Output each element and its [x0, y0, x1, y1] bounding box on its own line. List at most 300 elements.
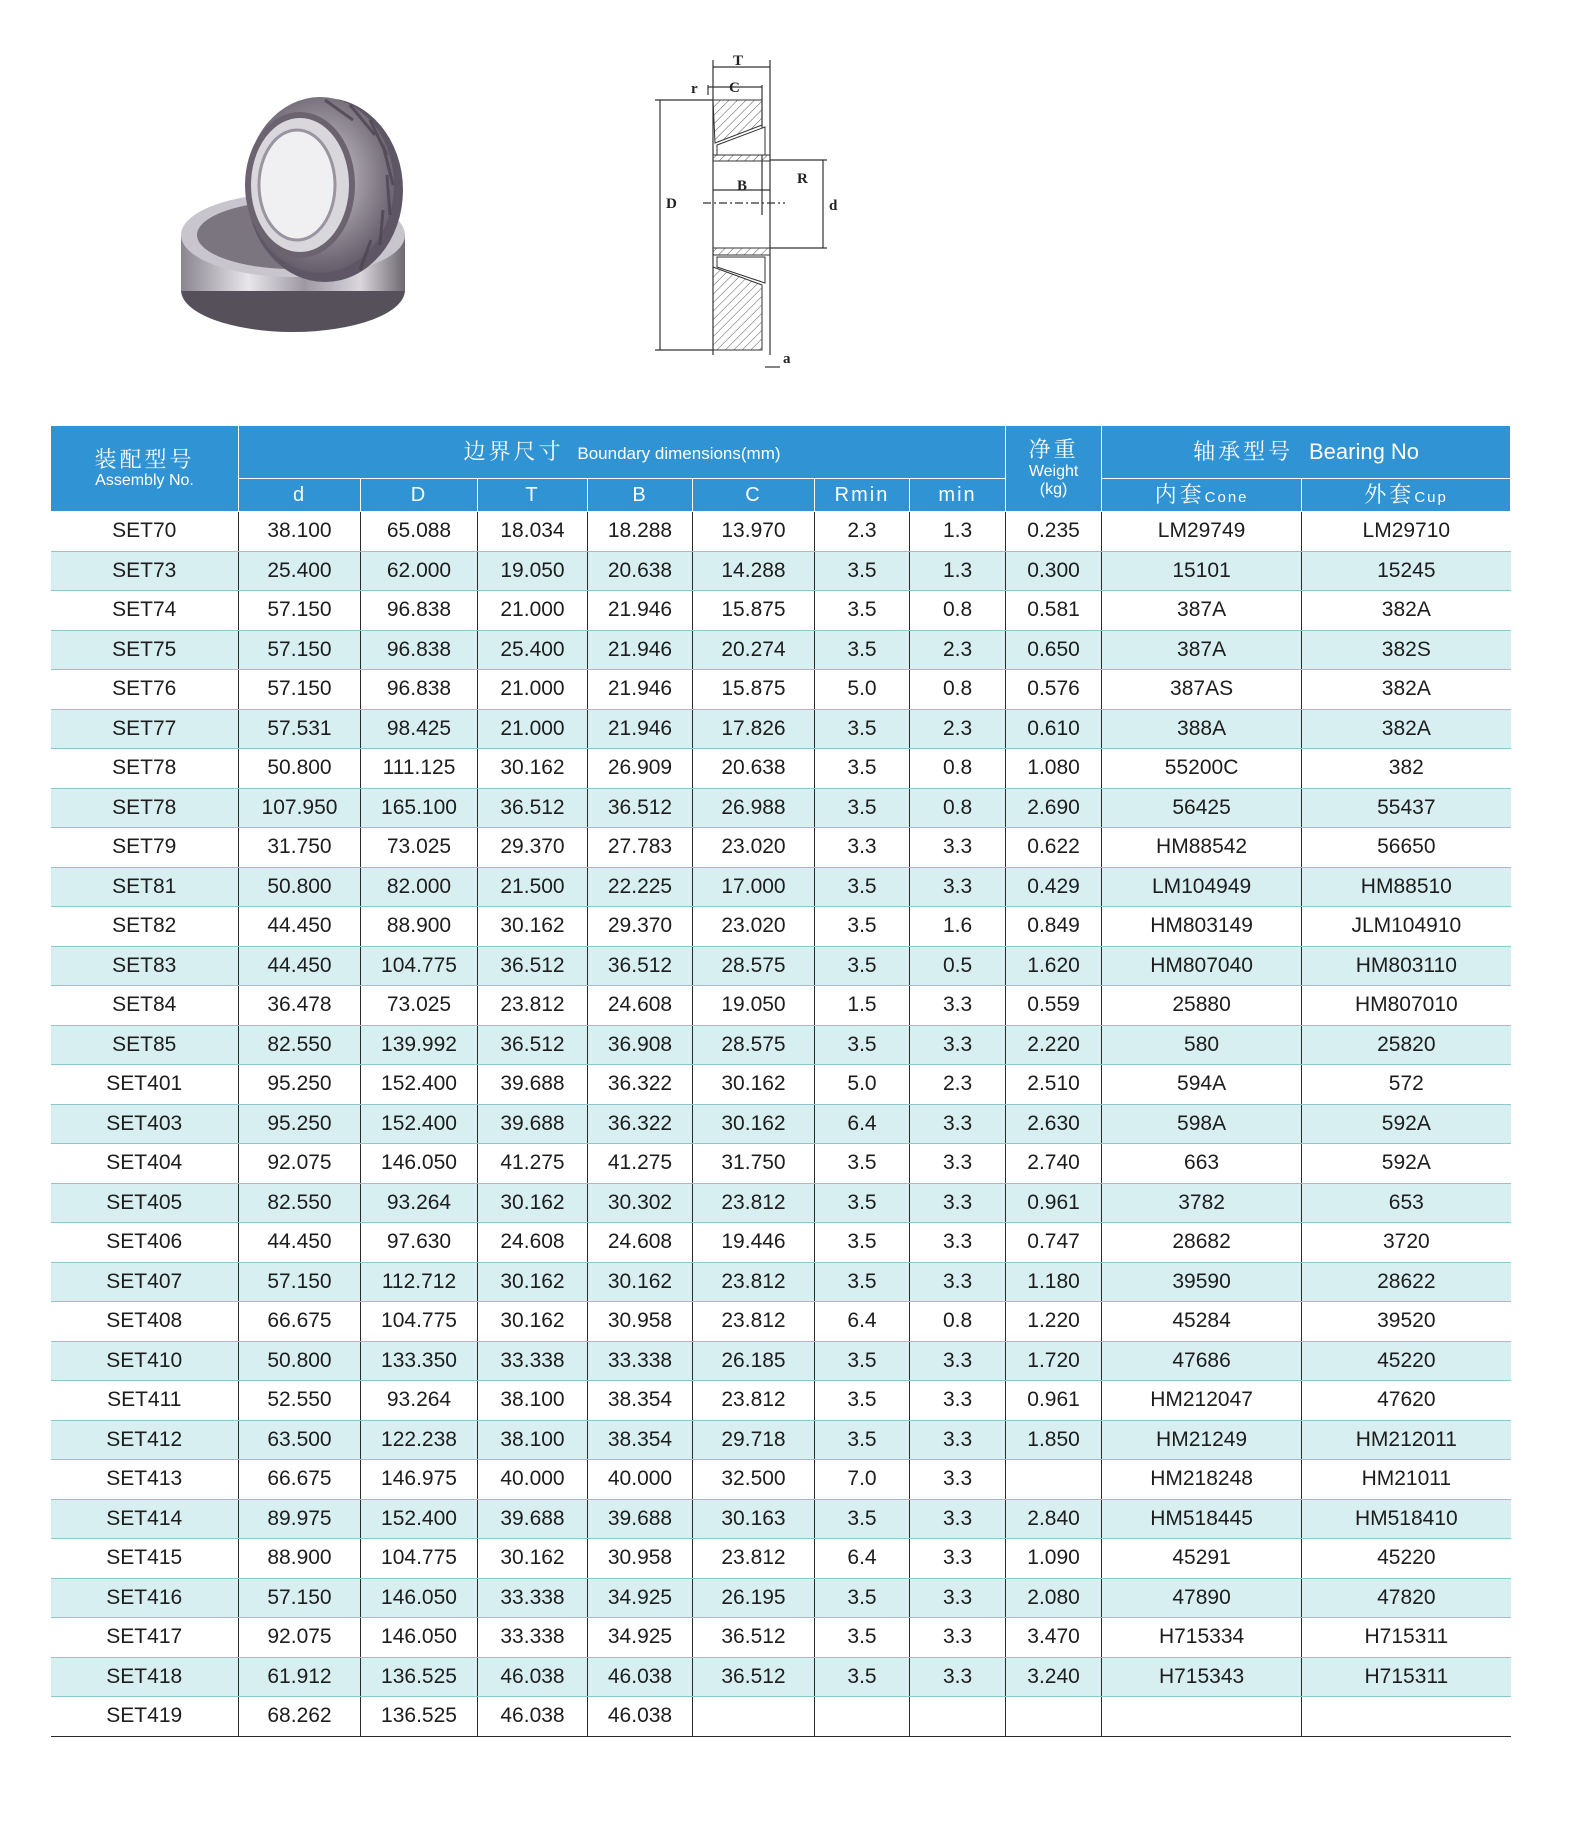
cell-min: 3.3 — [910, 986, 1006, 1026]
cell-rmin — [815, 1697, 910, 1737]
table-row — [51, 1065, 1511, 1105]
cell-rmin: 3.5 — [815, 1223, 910, 1263]
cell-dim-D: 146.050 — [361, 1578, 478, 1618]
header-dim-T: T — [478, 479, 588, 512]
cell-assembly-no: SET404 — [51, 1144, 239, 1184]
cell-dim-d: 95.250 — [239, 1065, 361, 1105]
cell-assembly-no: SET410 — [51, 1341, 239, 1381]
cell-dim-T: 39.688 — [478, 1065, 588, 1105]
cell-cup: 653 — [1302, 1183, 1511, 1223]
cell-dim-D: 152.400 — [361, 1104, 478, 1144]
table-row — [51, 749, 1511, 789]
cell-dim-C: 29.718 — [693, 1420, 815, 1460]
cell-dim-d: 57.150 — [239, 1262, 361, 1302]
bearing-photo — [175, 75, 415, 340]
bearing-specification-table — [50, 425, 1511, 1737]
cell-dim-B: 46.038 — [588, 1657, 693, 1697]
cell-dim-d: 57.531 — [239, 709, 361, 749]
cell-dim-T: 30.162 — [478, 1539, 588, 1579]
cell-cone: 387A — [1102, 591, 1302, 631]
cell-dim-d: 44.450 — [239, 946, 361, 986]
cell-dim-B: 36.512 — [588, 946, 693, 986]
cell-dim-D: 165.100 — [361, 788, 478, 828]
cell-weight: 1.180 — [1006, 1262, 1102, 1302]
cell-assembly-no: SET405 — [51, 1183, 239, 1223]
cell-cup: LM29710 — [1302, 512, 1511, 552]
cell-dim-T: 29.370 — [478, 828, 588, 868]
cell-dim-B: 27.783 — [588, 828, 693, 868]
cell-dim-D: 136.525 — [361, 1657, 478, 1697]
cell-rmin: 3.5 — [815, 591, 910, 631]
cell-dim-T: 21.500 — [478, 867, 588, 907]
cell-rmin: 5.0 — [815, 670, 910, 710]
table-row — [51, 1381, 1511, 1421]
cell-assembly-no: SET416 — [51, 1578, 239, 1618]
cell-rmin: 3.5 — [815, 867, 910, 907]
cell-dim-D: 139.992 — [361, 1025, 478, 1065]
cell-weight: 2.740 — [1006, 1144, 1102, 1184]
cell-weight: 2.630 — [1006, 1104, 1102, 1144]
cell-assembly-no: SET417 — [51, 1618, 239, 1658]
cell-dim-d: 44.450 — [239, 1223, 361, 1263]
table-row — [51, 1341, 1511, 1381]
table-row — [51, 512, 1511, 552]
header-weight — [1006, 426, 1102, 512]
cell-cone: H715343 — [1102, 1657, 1302, 1697]
cell-cone: 47890 — [1102, 1578, 1302, 1618]
table-row — [51, 1302, 1511, 1342]
cell-cone: 594A — [1102, 1065, 1302, 1105]
cell-weight: 0.581 — [1006, 591, 1102, 631]
cell-min: 3.3 — [910, 1539, 1006, 1579]
cell-min: 1.3 — [910, 512, 1006, 552]
cell-cone: 28682 — [1102, 1223, 1302, 1263]
cell-dim-T: 36.512 — [478, 946, 588, 986]
header-assembly-en: Assembly No. — [95, 471, 194, 489]
cell-dim-d: 82.550 — [239, 1183, 361, 1223]
cell-cup: 592A — [1302, 1104, 1511, 1144]
header-dim-B: B — [588, 479, 693, 512]
cell-dim-T: 33.338 — [478, 1341, 588, 1381]
cell-cup: H715311 — [1302, 1618, 1511, 1658]
cell-dim-B: 20.638 — [588, 551, 693, 591]
cell-cup: 382A — [1302, 670, 1511, 710]
header-assembly-zh: 装配型号 — [94, 446, 195, 472]
cell-dim-D: 104.775 — [361, 1302, 478, 1342]
header-bearing-zh: 轴承型号 — [1193, 438, 1294, 464]
cell-dim-T: 33.338 — [478, 1618, 588, 1658]
cell-cup: HM518410 — [1302, 1499, 1511, 1539]
cell-dim-C: 15.875 — [693, 591, 815, 631]
table-row — [51, 986, 1511, 1026]
cell-dim-D: 146.050 — [361, 1144, 478, 1184]
cell-dim-D: 104.775 — [361, 1539, 478, 1579]
cell-min — [910, 1697, 1006, 1737]
cell-weight: 3.470 — [1006, 1618, 1102, 1658]
cell-min: 3.3 — [910, 1025, 1006, 1065]
cell-weight: 1.850 — [1006, 1420, 1102, 1460]
cell-dim-T: 33.338 — [478, 1578, 588, 1618]
cell-dim-d: 50.800 — [239, 1341, 361, 1381]
header-cone-en: Cone — [1204, 489, 1249, 506]
header-dim-rmin: Rmin — [815, 479, 910, 512]
cell-rmin: 3.5 — [815, 1183, 910, 1223]
cell-dim-C: 26.195 — [693, 1578, 815, 1618]
cell-min: 0.8 — [910, 591, 1006, 631]
cell-dim-B: 34.925 — [588, 1618, 693, 1658]
cell-assembly-no: SET412 — [51, 1420, 239, 1460]
cell-min: 1.6 — [910, 907, 1006, 947]
cell-cup: HM21011 — [1302, 1460, 1511, 1500]
cell-dim-C: 26.185 — [693, 1341, 815, 1381]
table-row — [51, 1460, 1511, 1500]
cell-dim-D: 93.264 — [361, 1183, 478, 1223]
cell-rmin: 6.4 — [815, 1104, 910, 1144]
cell-weight: 0.622 — [1006, 828, 1102, 868]
cell-dim-C: 36.512 — [693, 1657, 815, 1697]
cell-dim-T: 24.608 — [478, 1223, 588, 1263]
cell-dim-D: 65.088 — [361, 512, 478, 552]
cell-dim-d: 82.550 — [239, 1025, 361, 1065]
cell-dim-B: 29.370 — [588, 907, 693, 947]
cell-assembly-no: SET84 — [51, 986, 239, 1026]
cell-min: 3.3 — [910, 828, 1006, 868]
cell-min: 3.3 — [910, 1341, 1006, 1381]
cell-dim-B: 21.946 — [588, 591, 693, 631]
cell-rmin: 6.4 — [815, 1539, 910, 1579]
table-row — [51, 1539, 1511, 1579]
cell-dim-d: 95.250 — [239, 1104, 361, 1144]
cell-dim-T: 39.688 — [478, 1104, 588, 1144]
cell-rmin: 3.5 — [815, 1341, 910, 1381]
cell-cone: HM212047 — [1102, 1381, 1302, 1421]
cell-weight: 0.849 — [1006, 907, 1102, 947]
cell-dim-C: 17.826 — [693, 709, 815, 749]
cell-dim-T: 36.512 — [478, 1025, 588, 1065]
cell-cone: 388A — [1102, 709, 1302, 749]
cell-dim-d: 57.150 — [239, 630, 361, 670]
cell-dim-d: 92.075 — [239, 1144, 361, 1184]
cell-dim-T: 30.162 — [478, 749, 588, 789]
cell-assembly-no: SET414 — [51, 1499, 239, 1539]
cell-weight: 1.080 — [1006, 749, 1102, 789]
cell-cup: HM88510 — [1302, 867, 1511, 907]
cell-min: 3.3 — [910, 1104, 1006, 1144]
cell-dim-B: 40.000 — [588, 1460, 693, 1500]
cell-weight: 0.961 — [1006, 1183, 1102, 1223]
cell-rmin: 3.5 — [815, 749, 910, 789]
diagram-label-R: R — [797, 171, 808, 187]
cell-dim-d: 31.750 — [239, 828, 361, 868]
cell-rmin: 1.5 — [815, 986, 910, 1026]
cell-min: 0.8 — [910, 1302, 1006, 1342]
cell-assembly-no: SET79 — [51, 828, 239, 868]
cell-rmin: 2.3 — [815, 512, 910, 552]
cell-dim-d: 52.550 — [239, 1381, 361, 1421]
cell-cup: 382S — [1302, 630, 1511, 670]
cell-cup: 25820 — [1302, 1025, 1511, 1065]
header-cone — [1102, 479, 1302, 512]
cell-dim-C: 23.812 — [693, 1539, 815, 1579]
diagram-label-a: a — [783, 351, 791, 367]
cell-dim-B: 36.908 — [588, 1025, 693, 1065]
cell-assembly-no: SET78 — [51, 749, 239, 789]
cell-assembly-no: SET413 — [51, 1460, 239, 1500]
cell-dim-T: 23.812 — [478, 986, 588, 1026]
cell-weight: 0.559 — [1006, 986, 1102, 1026]
table-row — [51, 907, 1511, 947]
cell-min: 1.3 — [910, 551, 1006, 591]
cell-dim-B: 24.608 — [588, 986, 693, 1026]
cell-dim-C: 17.000 — [693, 867, 815, 907]
table-row — [51, 670, 1511, 710]
cell-cup: 15245 — [1302, 551, 1511, 591]
cell-assembly-no: SET83 — [51, 946, 239, 986]
cell-cone: 663 — [1102, 1144, 1302, 1184]
header-dim-D: D — [361, 479, 478, 512]
cell-rmin: 3.5 — [815, 551, 910, 591]
cell-min: 3.3 — [910, 1420, 1006, 1460]
cell-dim-C: 26.988 — [693, 788, 815, 828]
cell-dim-d: 50.800 — [239, 749, 361, 789]
cell-dim-T: 38.100 — [478, 1381, 588, 1421]
diagram-label-T: T — [733, 55, 744, 69]
cell-cone: 47686 — [1102, 1341, 1302, 1381]
cell-rmin: 3.5 — [815, 946, 910, 986]
cell-rmin: 3.5 — [815, 1618, 910, 1658]
cell-dim-B: 36.322 — [588, 1065, 693, 1105]
cell-dim-d: 36.478 — [239, 986, 361, 1026]
cell-dim-C: 23.812 — [693, 1381, 815, 1421]
cell-weight: 0.429 — [1006, 867, 1102, 907]
cell-dim-d: 107.950 — [239, 788, 361, 828]
cell-dim-C: 20.274 — [693, 630, 815, 670]
cell-assembly-no: SET76 — [51, 670, 239, 710]
cell-dim-D: 152.400 — [361, 1065, 478, 1105]
cell-cone: 55200C — [1102, 749, 1302, 789]
cell-dim-C: 23.020 — [693, 828, 815, 868]
cell-min: 0.8 — [910, 749, 1006, 789]
cell-cone: 387AS — [1102, 670, 1302, 710]
cell-dim-B: 21.946 — [588, 709, 693, 749]
cell-cone: HM218248 — [1102, 1460, 1302, 1500]
cell-dim-d: 66.675 — [239, 1302, 361, 1342]
header-dim-min: min — [910, 479, 1006, 512]
cell-assembly-no: SET78 — [51, 788, 239, 828]
cell-assembly-no: SET401 — [51, 1065, 239, 1105]
cell-assembly-no: SET70 — [51, 512, 239, 552]
cell-dim-B: 30.958 — [588, 1539, 693, 1579]
cell-assembly-no: SET407 — [51, 1262, 239, 1302]
cell-min: 3.3 — [910, 1381, 1006, 1421]
cell-dim-T: 38.100 — [478, 1420, 588, 1460]
cell-assembly-no: SET73 — [51, 551, 239, 591]
cell-rmin: 5.0 — [815, 1065, 910, 1105]
cell-dim-T: 40.000 — [478, 1460, 588, 1500]
table-row — [51, 591, 1511, 631]
cell-min: 2.3 — [910, 709, 1006, 749]
cell-min: 3.3 — [910, 1657, 1006, 1697]
cell-cup: 45220 — [1302, 1539, 1511, 1579]
cell-dim-B: 26.909 — [588, 749, 693, 789]
cell-cone: LM29749 — [1102, 512, 1302, 552]
cell-weight — [1006, 1460, 1102, 1500]
cell-cone: 3782 — [1102, 1183, 1302, 1223]
cell-rmin: 3.5 — [815, 1381, 910, 1421]
cell-dim-d: 25.400 — [239, 551, 361, 591]
cell-dim-D: 93.264 — [361, 1381, 478, 1421]
cell-cone: 45291 — [1102, 1539, 1302, 1579]
cell-cup: JLM104910 — [1302, 907, 1511, 947]
table-row — [51, 867, 1511, 907]
cell-dim-D: 96.838 — [361, 670, 478, 710]
header-boundary-en: Boundary dimensions(mm) — [577, 443, 781, 463]
cell-cone: HM88542 — [1102, 828, 1302, 868]
cell-cup: 56650 — [1302, 828, 1511, 868]
cell-dim-D: 133.350 — [361, 1341, 478, 1381]
cell-dim-d: 88.900 — [239, 1539, 361, 1579]
cell-dim-D: 122.238 — [361, 1420, 478, 1460]
cell-dim-C: 31.750 — [693, 1144, 815, 1184]
cell-rmin: 3.5 — [815, 788, 910, 828]
cell-cup — [1302, 1697, 1511, 1737]
cell-assembly-no: SET85 — [51, 1025, 239, 1065]
cell-cone: 39590 — [1102, 1262, 1302, 1302]
header-cup-en: Cup — [1414, 489, 1448, 506]
cell-min: 3.3 — [910, 1262, 1006, 1302]
header-cup-zh: 外套 — [1364, 482, 1415, 507]
cell-min: 0.8 — [910, 788, 1006, 828]
cell-dim-d: 57.150 — [239, 1578, 361, 1618]
cell-cone: 25880 — [1102, 986, 1302, 1026]
cell-assembly-no: SET81 — [51, 867, 239, 907]
cell-weight: 1.720 — [1006, 1341, 1102, 1381]
diagram-label-C: C — [729, 80, 740, 96]
cell-dim-D: 146.050 — [361, 1618, 478, 1658]
cell-weight: 1.620 — [1006, 946, 1102, 986]
cell-weight — [1006, 1697, 1102, 1737]
cell-cup: 592A — [1302, 1144, 1511, 1184]
table-row — [51, 788, 1511, 828]
table-row — [51, 630, 1511, 670]
cell-assembly-no: SET82 — [51, 907, 239, 947]
cell-assembly-no: SET408 — [51, 1302, 239, 1342]
cell-dim-T: 30.162 — [478, 1183, 588, 1223]
cell-min: 3.3 — [910, 1223, 1006, 1263]
table-row — [51, 1223, 1511, 1263]
cell-assembly-no: SET415 — [51, 1539, 239, 1579]
cell-min: 0.8 — [910, 670, 1006, 710]
cell-dim-B: 34.925 — [588, 1578, 693, 1618]
cell-rmin: 7.0 — [815, 1460, 910, 1500]
cell-dim-D: 136.525 — [361, 1697, 478, 1737]
table-row — [51, 1420, 1511, 1460]
cell-dim-T: 46.038 — [478, 1697, 588, 1737]
cell-dim-T: 25.400 — [478, 630, 588, 670]
cell-dim-D: 88.900 — [361, 907, 478, 947]
cell-dim-B: 18.288 — [588, 512, 693, 552]
cell-rmin: 3.5 — [815, 1262, 910, 1302]
cell-dim-B: 30.958 — [588, 1302, 693, 1342]
cell-dim-D: 104.775 — [361, 946, 478, 986]
cell-dim-T: 36.512 — [478, 788, 588, 828]
cell-dim-B: 36.322 — [588, 1104, 693, 1144]
cell-dim-d: 68.262 — [239, 1697, 361, 1737]
cell-cup: HM212011 — [1302, 1420, 1511, 1460]
cell-dim-D: 73.025 — [361, 986, 478, 1026]
cell-cup: HM803110 — [1302, 946, 1511, 986]
cell-weight: 2.690 — [1006, 788, 1102, 828]
cell-dim-C: 19.446 — [693, 1223, 815, 1263]
cell-dim-B: 24.608 — [588, 1223, 693, 1263]
cell-dim-B: 38.354 — [588, 1381, 693, 1421]
header-assembly-no — [51, 426, 239, 512]
cell-dim-B: 30.302 — [588, 1183, 693, 1223]
cell-dim-D: 73.025 — [361, 828, 478, 868]
cell-cone: LM104949 — [1102, 867, 1302, 907]
table-row — [51, 1578, 1511, 1618]
table-row — [51, 1025, 1511, 1065]
cell-rmin: 3.5 — [815, 1657, 910, 1697]
cell-weight: 0.235 — [1006, 512, 1102, 552]
cell-dim-C: 23.020 — [693, 907, 815, 947]
header-weight-unit: (kg) — [1039, 481, 1068, 499]
cell-cup: 382 — [1302, 749, 1511, 789]
header-bearing-no — [1102, 426, 1511, 479]
cell-assembly-no: SET418 — [51, 1657, 239, 1697]
cell-cup: 3720 — [1302, 1223, 1511, 1263]
cell-dim-d: 61.912 — [239, 1657, 361, 1697]
cell-weight: 0.961 — [1006, 1381, 1102, 1421]
cell-dim-T: 39.688 — [478, 1499, 588, 1539]
table-row — [51, 1697, 1511, 1737]
cell-dim-C: 14.288 — [693, 551, 815, 591]
cell-assembly-no: SET419 — [51, 1697, 239, 1737]
cell-dim-T: 21.000 — [478, 670, 588, 710]
cell-dim-C: 28.575 — [693, 946, 815, 986]
cell-min: 3.3 — [910, 1499, 1006, 1539]
cell-dim-C: 30.162 — [693, 1065, 815, 1105]
cell-min: 2.3 — [910, 630, 1006, 670]
cell-dim-C: 13.970 — [693, 512, 815, 552]
cell-cone: 15101 — [1102, 551, 1302, 591]
cell-dim-T: 46.038 — [478, 1657, 588, 1697]
cell-min: 0.5 — [910, 946, 1006, 986]
cell-cone: H715334 — [1102, 1618, 1302, 1658]
header-weight-zh: 净重 — [1028, 437, 1079, 463]
cell-cup: 382A — [1302, 709, 1511, 749]
header-cone-zh: 内套 — [1154, 482, 1205, 507]
cell-cup: HM807010 — [1302, 986, 1511, 1026]
cell-weight: 2.220 — [1006, 1025, 1102, 1065]
table-row — [51, 1262, 1511, 1302]
table-row — [51, 1144, 1511, 1184]
cell-cup: 572 — [1302, 1065, 1511, 1105]
cell-rmin: 3.5 — [815, 907, 910, 947]
cell-dim-C: 32.500 — [693, 1460, 815, 1500]
cell-min: 3.3 — [910, 1460, 1006, 1500]
cell-dim-T: 21.000 — [478, 709, 588, 749]
cell-dim-D: 152.400 — [361, 1499, 478, 1539]
cell-cup: 382A — [1302, 591, 1511, 631]
cell-assembly-no: SET77 — [51, 709, 239, 749]
cell-dim-C — [693, 1697, 815, 1737]
cell-dim-D: 96.838 — [361, 591, 478, 631]
table-row — [51, 1499, 1511, 1539]
header-bearing-en: Bearing No — [1308, 438, 1420, 464]
header-cup — [1302, 479, 1511, 512]
cell-dim-d: 89.975 — [239, 1499, 361, 1539]
